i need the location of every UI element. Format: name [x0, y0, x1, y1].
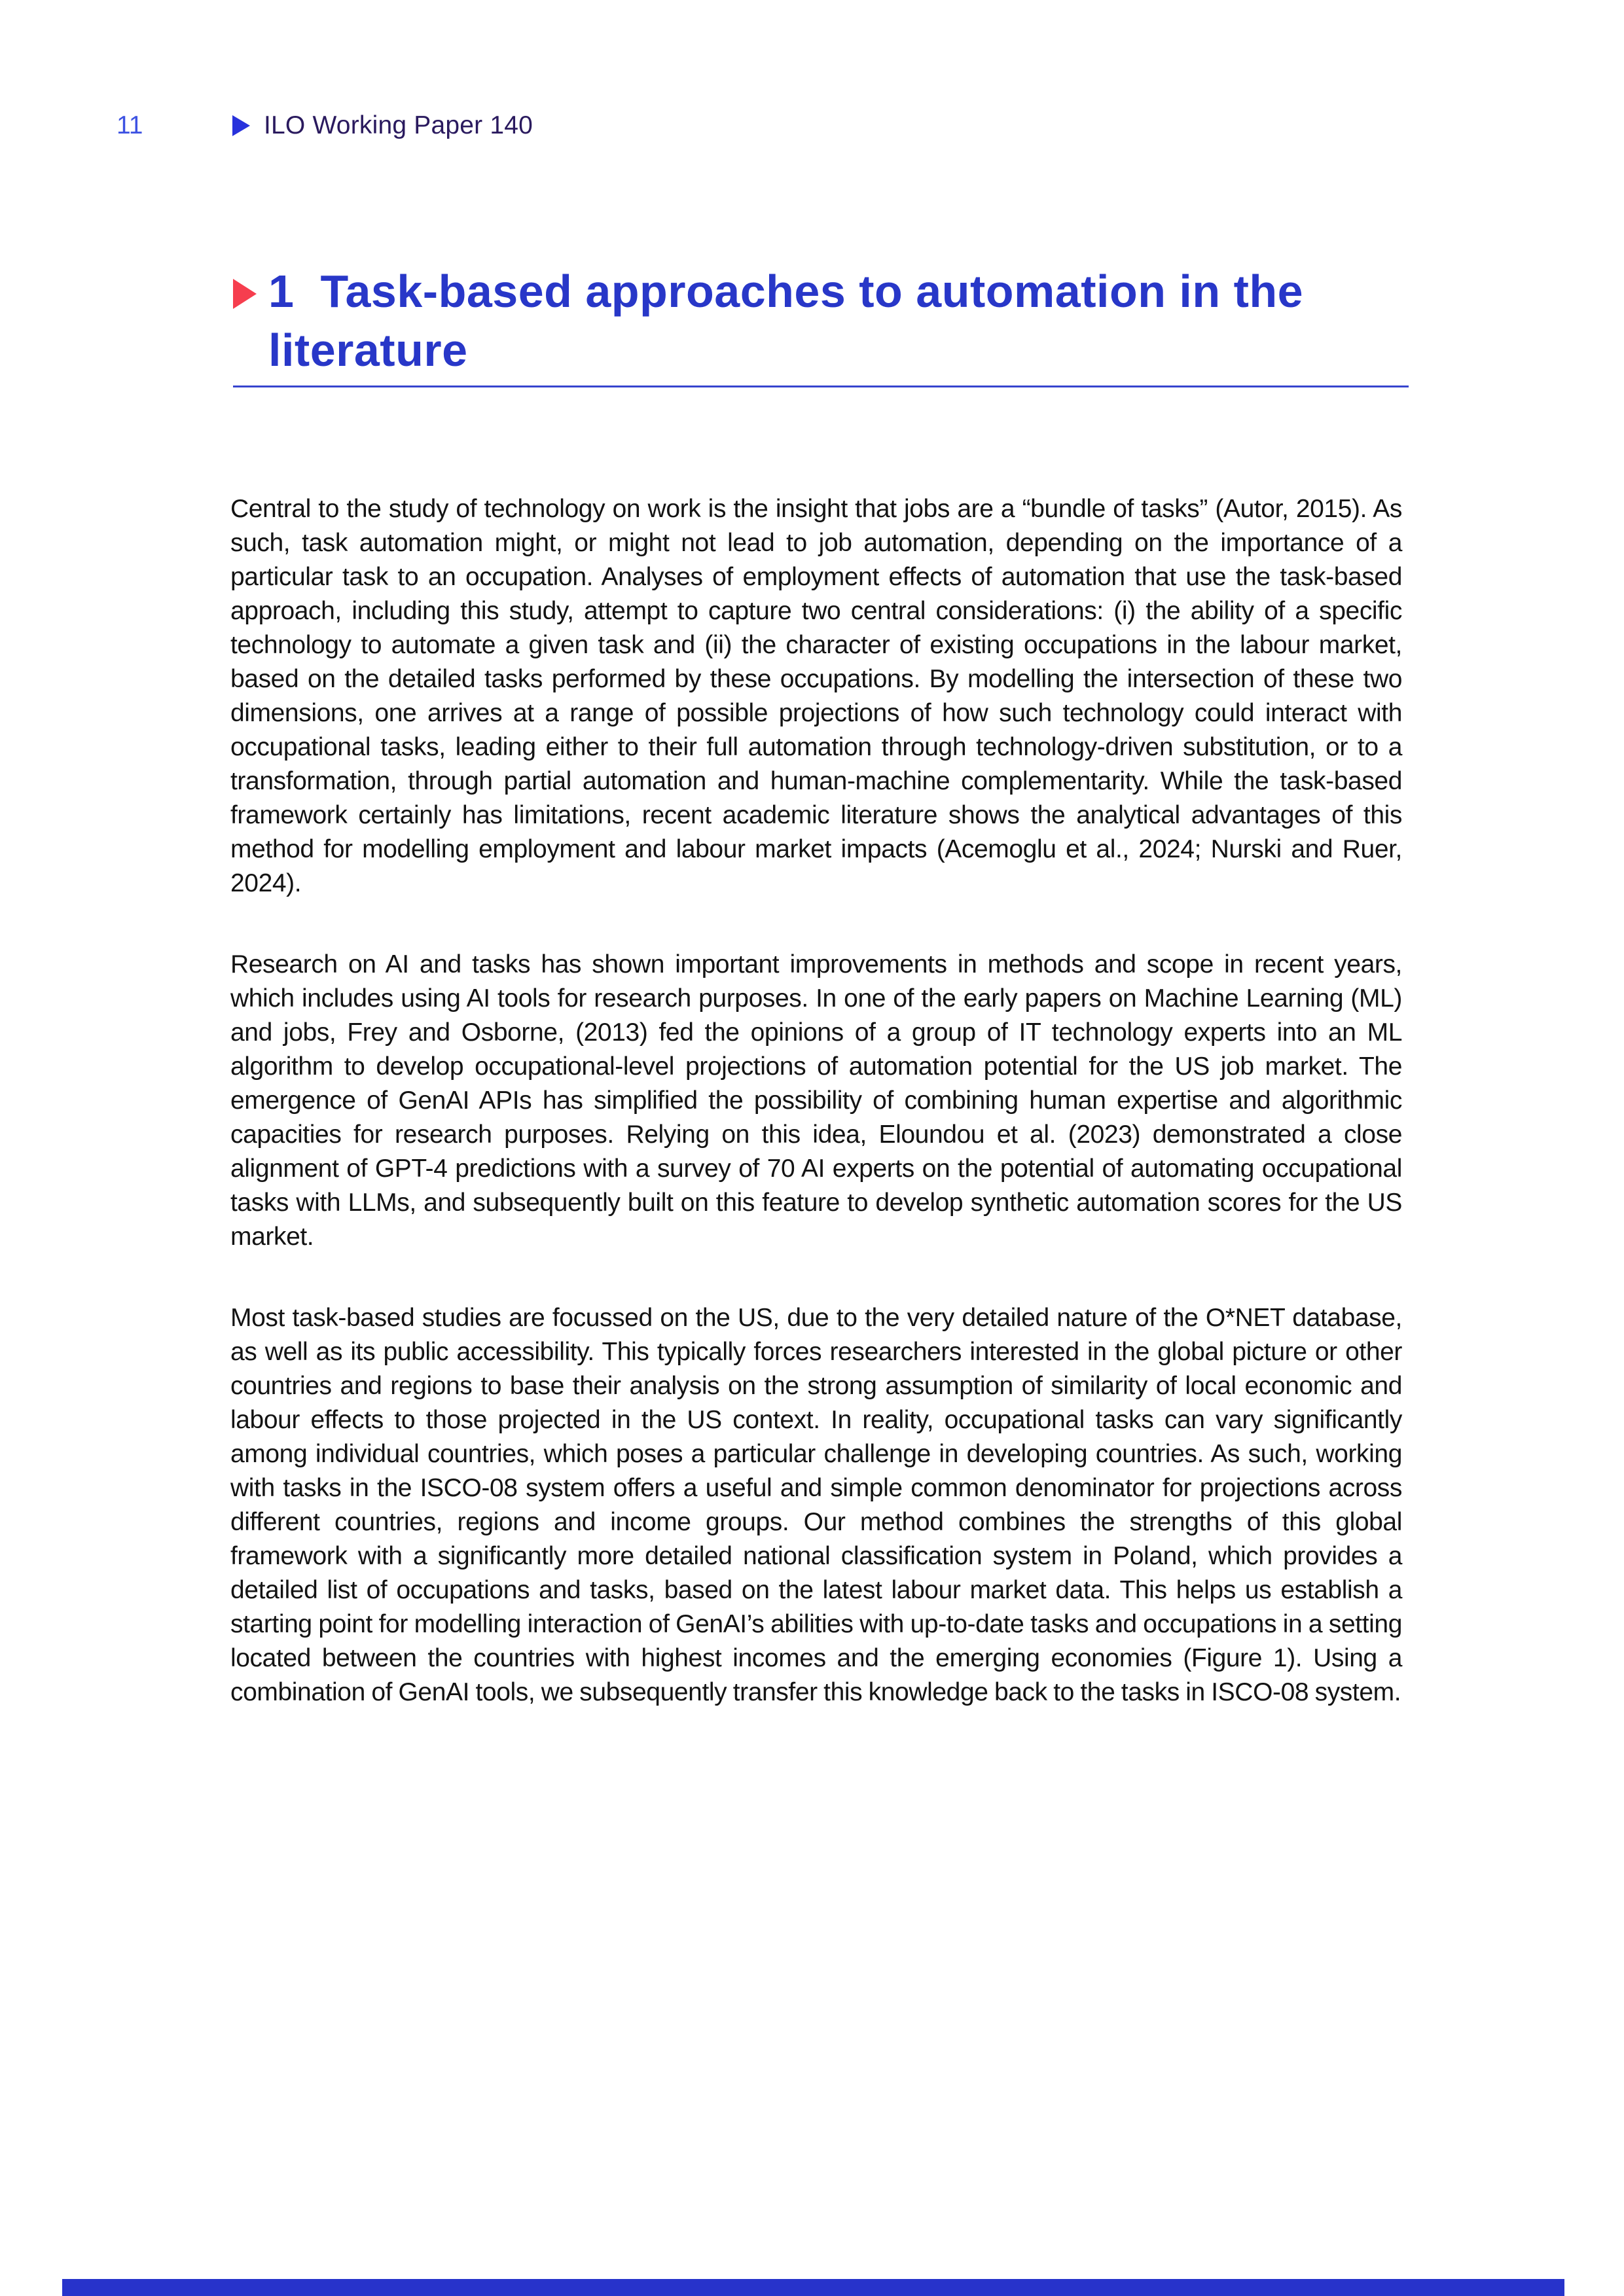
- running-header: [0, 113, 1624, 141]
- paragraph-2: Research on AI and tasks has shown important improvements in methods and scope in recent years, which includes using AI tools for research purposes. In one of the early papers on Machine Learning (ML) and jobs, Frey and Osborne, (2013) fed the opinions of a group of IT technology experts into an ML algorithm to develop occupational-level projections of automation potential for the US job market. The emergence of GenAI APIs has simplified the possibility of combining human expertise and algorithmic capacities for research purposes. Relying on this idea, Eloundou et al. (2023) demonstrated a close alignment of GPT-4 predictions with a survey of 70 AI experts on the potential of automating occupational tasks with LLMs, and subsequently built on this feature to develop synthetic automation scores for the US market.: [230, 950, 1402, 1251]
- page-number: 11: [117, 111, 143, 139]
- footer-bar: [62, 2279, 1564, 2296]
- paragraph-3: Most task-based studies are focussed on the US, due to the very detailed nature of the O*NET database, as well as its public accessibility. This typically forces researchers interested in the global picture or other countries and regions to base their analysis on the strong assumption of similarity of local economic and labour effects to those projected in the US context. In reality, occupational tasks can vary significantly among individual countries, which poses a particular challenge in developing countries. As such, working with tasks in the ISCO-08 system offers a useful and simple common denominator for projections across different countries, regions and income groups. Our method combines the strengths of this global framework with a significantly more detailed national classification system in Poland, which provides a detailed list of occupations and tasks, based on the latest labour market data. This helps us establish a starting point for modelling interaction of GenAI’s abilities with up-to-date tasks and occupations in a setting located between the countries with highest incomes and the emerging economies (Figure 1). Using a combination of GenAI tools, we subsequently transfer this knowledge back to the tasks in ISCO-08 system.: [230, 1304, 1402, 1706]
- header-arrow-icon: [232, 115, 250, 136]
- header-title: ILO Working Paper 140: [264, 111, 533, 139]
- section-title: Task-based approaches to automation in the literature: [268, 266, 1304, 376]
- paragraph-1: Central to the study of technology on work is the insight that jobs are a “bundle of tasks” (Autor, 2015). As such, task automation might, or might not lead to job automation, depending on the importance of a particular task to an occupation. Analyses of employment effects of automation that use the task-based approach, including this study, attempt to capture two central considerations: (i) the ability of a specific technology to automate a given task and (ii) the character of existing occupations in the labour market, based on the detailed tasks performed by these occupations. By modelling the intersection of these two dimensions, one arrives at a range of possible projections of how such technology could interact with occupational tasks, leading either to their full automation through technology-driven substitution, or to a transformation, through partial automation and human-machine complementarity. While the task-based framework certainly has limitations, recent academic literature shows the analytical advantages of this method for modelling employment and labour market impacts (Acemoglu et al., 2024; Nurski and Ruer, 2024).: [230, 495, 1402, 897]
- section-arrow-icon: [233, 279, 257, 309]
- section-number: 1: [268, 266, 295, 317]
- section-heading-block: [233, 262, 1409, 380]
- heading-underline: [233, 386, 1409, 387]
- section-heading: [268, 262, 1381, 380]
- header-title-group: [232, 113, 533, 139]
- body-text: [230, 492, 1402, 1710]
